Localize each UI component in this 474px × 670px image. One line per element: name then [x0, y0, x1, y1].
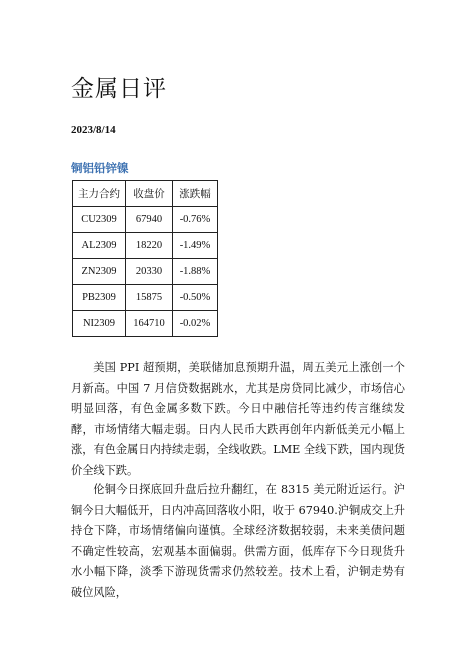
cell-change: -0.50%	[173, 285, 218, 311]
cell-change: -1.49%	[173, 233, 218, 259]
cell-close: 18220	[126, 233, 173, 259]
cell-contract: NI2309	[73, 311, 126, 337]
report-date: 2023/8/14	[71, 124, 116, 136]
table-row	[73, 311, 218, 337]
cell-contract: AL2309	[73, 233, 126, 259]
paragraph-market-overview	[71, 358, 405, 481]
table-row	[73, 285, 218, 311]
cell-contract: ZN2309	[73, 259, 126, 285]
report-title: 金属日评	[71, 76, 167, 102]
header-contract: 主力合约	[73, 181, 126, 207]
paragraph-text: 伦铜今日探底回升盘后拉升翻红，在 8315 美元附近运行。沪铜今日大幅低开，日内冲高回落收小阳，收于 67940.沪铜成交上升持仓下降，市场情绪偏向谨慎。全球经济数据较弱，未来美债问题不确定性较高，宏观基本面偏弱。供需方面，低库存下今日现货升水小幅下降，淡季下游现货需求仍然较差。技术上看，沪铜走势有破位风险，	[71, 483, 405, 599]
table-row	[73, 259, 218, 285]
table-row	[73, 233, 218, 259]
cell-change: -0.76%	[173, 207, 218, 233]
header-close: 收盘价	[126, 181, 173, 207]
paragraph-text: 美国 PPI 超预期，美联储加息预期升温，周五美元上涨创一个月新高。中国 7 月信贷数据跳水，尤其是房贷同比减少，市场信心明显回落，有色金属多数下跌。今日中融信托等违约传言继续发酵，市场情绪大幅走弱。日内人民币大跌再创年内新低美元小幅上涨，有色金属日内持续走弱，全线收跌。LME 全线下跌，国内现货价全线下跌。	[71, 361, 405, 477]
cell-contract: CU2309	[73, 207, 126, 233]
cell-close: 20330	[126, 259, 173, 285]
cell-contract: PB2309	[73, 285, 126, 311]
cell-close: 67940	[126, 207, 173, 233]
price-table	[72, 180, 218, 337]
cell-change: -0.02%	[173, 311, 218, 337]
header-change: 涨跌幅	[173, 181, 218, 207]
paragraph-copper-analysis	[71, 480, 405, 603]
cell-change: -1.88%	[173, 259, 218, 285]
table-row	[73, 207, 218, 233]
section-title: 铜铝铅锌镍	[71, 161, 129, 175]
cell-close: 164710	[126, 311, 173, 337]
table-header-row	[73, 181, 218, 207]
cell-close: 15875	[126, 285, 173, 311]
